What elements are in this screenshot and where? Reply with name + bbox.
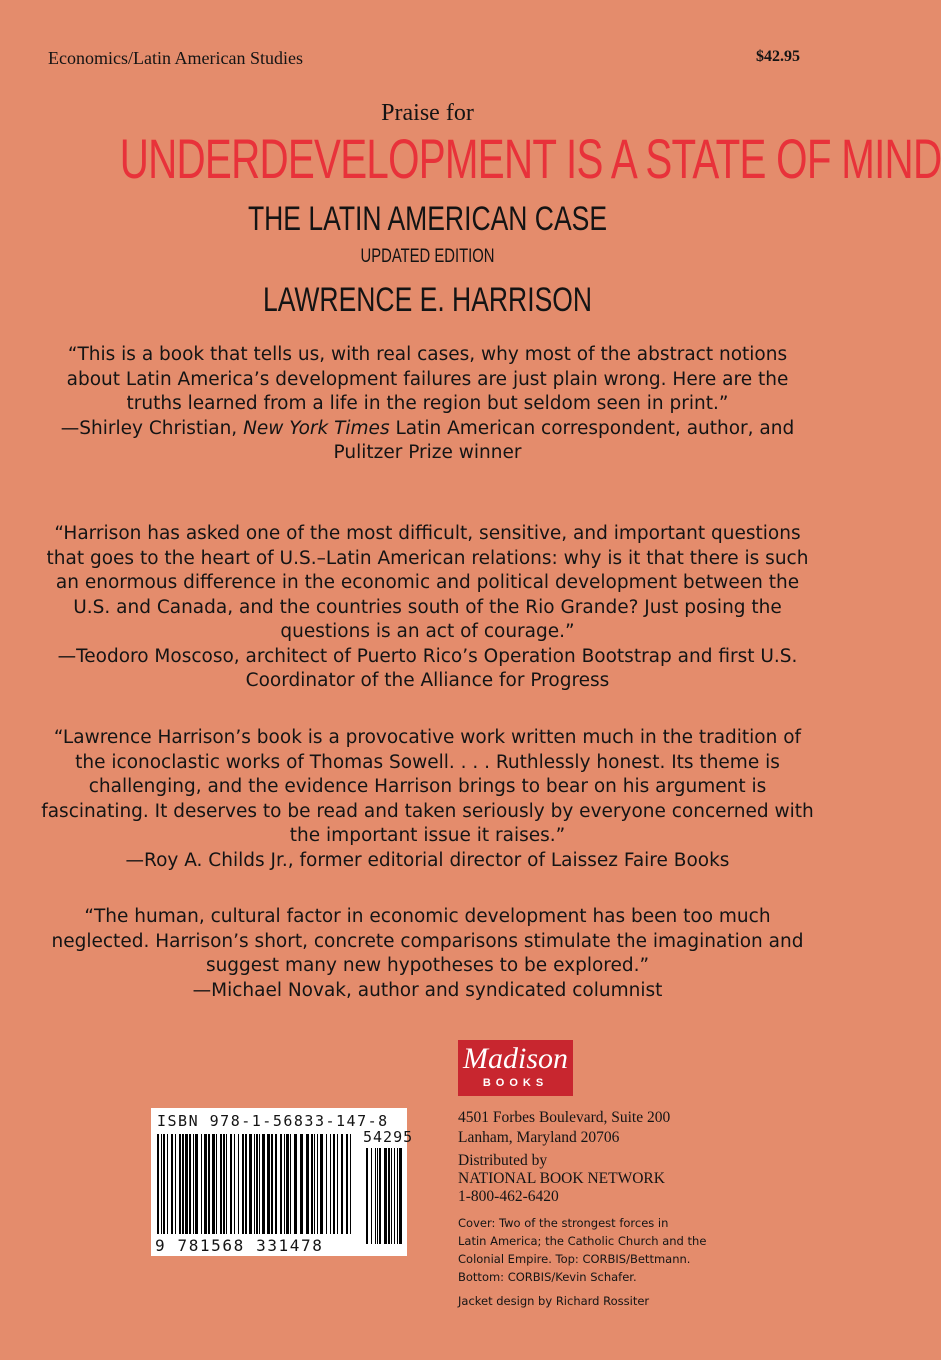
blurb-text: “Harrison has asked one of the most difficult, sensitive, and important questions that goes to the heart of U.S.–Latin American relations: why is it that there is such an enormous difference in the economic and political development between the U.S. and Canada, and the countries south of the Rio Grande? Just posing the questions is an act of courage.” <box>46 523 809 642</box>
barcode-bar <box>399 1148 402 1244</box>
barcode-bar <box>384 1148 387 1244</box>
barcode-bar <box>350 1134 351 1234</box>
barcode-bar <box>220 1134 222 1234</box>
barcode-bar <box>175 1134 176 1234</box>
barcode-bar <box>290 1134 291 1234</box>
barcode-bar <box>300 1134 303 1234</box>
barcode-bar <box>216 1134 217 1234</box>
barcode-bar <box>234 1134 235 1234</box>
barcode-bar <box>189 1134 191 1234</box>
barcode-digits: 9 781568 331478 <box>155 1236 324 1255</box>
barcode-bar <box>320 1134 323 1234</box>
publisher-address <box>458 1108 670 1148</box>
blurb-2 <box>40 522 815 694</box>
barcode-bar <box>223 1134 225 1234</box>
distributor-name: NATIONAL BOOK NETWORK <box>458 1170 665 1187</box>
address-line-1: 4501 Forbes Boulevard, Suite 200 <box>458 1109 671 1126</box>
cover-credit-line: Bottom: CORBIS/Kevin Schafer. <box>458 1270 637 1284</box>
barcode-bar <box>256 1134 258 1234</box>
barcode-bar <box>230 1134 232 1234</box>
barcode-bar <box>326 1134 327 1234</box>
jacket-credit: Jacket design by Richard Rossiter <box>458 1294 650 1308</box>
praise-for-label: Praise for <box>381 100 474 126</box>
distributor-info <box>458 1152 665 1206</box>
blurb-text: “The human, cultural factor in economic development has been too much neglected. Harrison’s short, concrete comparisons stimulate the imagination and suggest many new hypotheses to be explored.” <box>51 906 804 976</box>
isbn-label: ISBN 978-1-56833-147-8 <box>157 1112 389 1130</box>
book-subtitle: THE LATIN AMERICAN CASE <box>247 200 608 238</box>
barcode-bar <box>195 1134 198 1234</box>
barcode-bar <box>201 1134 202 1234</box>
barcode-bar <box>275 1134 277 1234</box>
barcode-bar <box>337 1134 338 1234</box>
cover-credit-line: Colonial Empire. Top: CORBIS/Bettmann. <box>458 1252 691 1266</box>
barcode-bar <box>179 1134 181 1234</box>
category-label: Economics/Latin American Studies <box>48 48 303 68</box>
barcode-addon-digits: 54295 <box>363 1128 414 1146</box>
barcode-bar <box>245 1134 247 1234</box>
blurb-attribution: —Roy A. Childs Jr., former editorial director of Laissez Faire Books <box>125 849 730 871</box>
barcode-bar <box>242 1134 244 1234</box>
barcode-bar <box>294 1134 297 1234</box>
barcode-bar <box>330 1134 331 1234</box>
cover-credits <box>458 1214 706 1286</box>
barcode-bar <box>314 1134 315 1234</box>
barcode-bar <box>341 1134 343 1234</box>
edition-label: UPDATED EDITION <box>360 246 495 267</box>
address-line-2: Lanham, Maryland 20706 <box>458 1129 620 1146</box>
barcode-bar <box>333 1134 335 1234</box>
barcode-bar <box>182 1134 184 1234</box>
barcode-bar <box>375 1148 376 1244</box>
blurb-1 <box>40 343 815 466</box>
barcode-bar <box>226 1134 227 1234</box>
blurb-text: “Lawrence Harrison’s book is a provocative work written much in the tradition of the iconoclastic works of Thomas Sowell. . . . Ruthlessly honest. Its theme is challenging, and the evidence Harrison brings to bear on his argument is fascinating. It deserves to be read and taken seriously by everyone concerned with the important issue it raises.” <box>41 727 814 846</box>
barcode-bar <box>262 1134 265 1234</box>
attribution-name: —Shirley Christian, <box>60 417 238 439</box>
blurb-attribution: —Teodoro Moscoso, architect of Puerto Rico’s Operation Bootstrap and first U.S. Coordinator of the Alliance for Progress <box>57 645 798 691</box>
publisher-logo-name: Madison <box>463 1042 568 1075</box>
barcode-bar <box>311 1134 313 1234</box>
attribution-role: Latin American correspondent, author, and Pulitzer Prize winner <box>333 417 795 463</box>
blurb-3 <box>40 726 815 873</box>
barcode-bar <box>366 1148 368 1244</box>
barcode-bar <box>161 1134 162 1234</box>
barcode-bars <box>157 1134 403 1244</box>
barcode-bar <box>267 1134 270 1234</box>
barcode-bar <box>167 1134 168 1234</box>
blurb-text: “This is a book that tells us, with real cases, why most of the abstract notions about Latin America’s development failures are just plain wrong. Here are the truths learned from a life in the region but seldom seen in print.” <box>66 344 789 414</box>
barcode-bar <box>284 1134 285 1234</box>
distributor-phone: 1-800-462-6420 <box>458 1188 559 1205</box>
barcode-bar <box>388 1148 390 1244</box>
barcode-bar <box>212 1134 215 1234</box>
barcode-bar <box>280 1134 282 1234</box>
barcode-bar <box>171 1134 173 1234</box>
barcode-bar <box>163 1134 165 1234</box>
barcode-bar <box>204 1134 207 1234</box>
attribution-publication: New York Times <box>243 417 390 439</box>
barcode-bar <box>371 1148 372 1244</box>
price-label: $42.95 <box>756 48 800 65</box>
blurb-4 <box>40 905 815 1003</box>
barcode-bar <box>397 1148 398 1244</box>
barcode-bar <box>271 1134 273 1234</box>
barcode-bar <box>208 1134 210 1234</box>
barcode-bar <box>254 1134 255 1234</box>
barcode-bar <box>377 1148 378 1244</box>
barcode-bar <box>306 1134 309 1234</box>
barcode-bar <box>193 1134 194 1234</box>
barcode-bar <box>346 1134 348 1234</box>
blurb-attribution: —Michael Novak, author and syndicated columnist <box>192 979 663 1001</box>
author-name: LAWRENCE E. HARRISON <box>262 281 593 319</box>
barcode-bar <box>238 1134 239 1234</box>
barcode-bar <box>286 1134 289 1234</box>
barcode-bar <box>317 1134 318 1234</box>
book-title: UNDERDEVELOPMENT IS A STATE OF MIND <box>119 127 941 190</box>
barcode-bar <box>157 1134 159 1234</box>
publisher-logo-sub: BOOKS <box>482 1077 549 1089</box>
barcode-bar <box>379 1148 381 1244</box>
barcode-bar <box>185 1134 188 1234</box>
cover-credit-line: Latin America; the Catholic Church and the <box>458 1234 707 1248</box>
distributed-by-label: Distributed by <box>458 1152 548 1169</box>
isbn-barcode <box>151 1108 414 1256</box>
barcode-bar <box>259 1134 260 1234</box>
publisher-logo <box>458 1040 573 1096</box>
blurb-attribution <box>40 417 815 466</box>
barcode-bar <box>394 1148 395 1244</box>
barcode-bar <box>391 1148 392 1244</box>
cover-credit-line: Cover: Two of the strongest forces in <box>458 1216 669 1230</box>
barcode-bar <box>249 1134 252 1234</box>
